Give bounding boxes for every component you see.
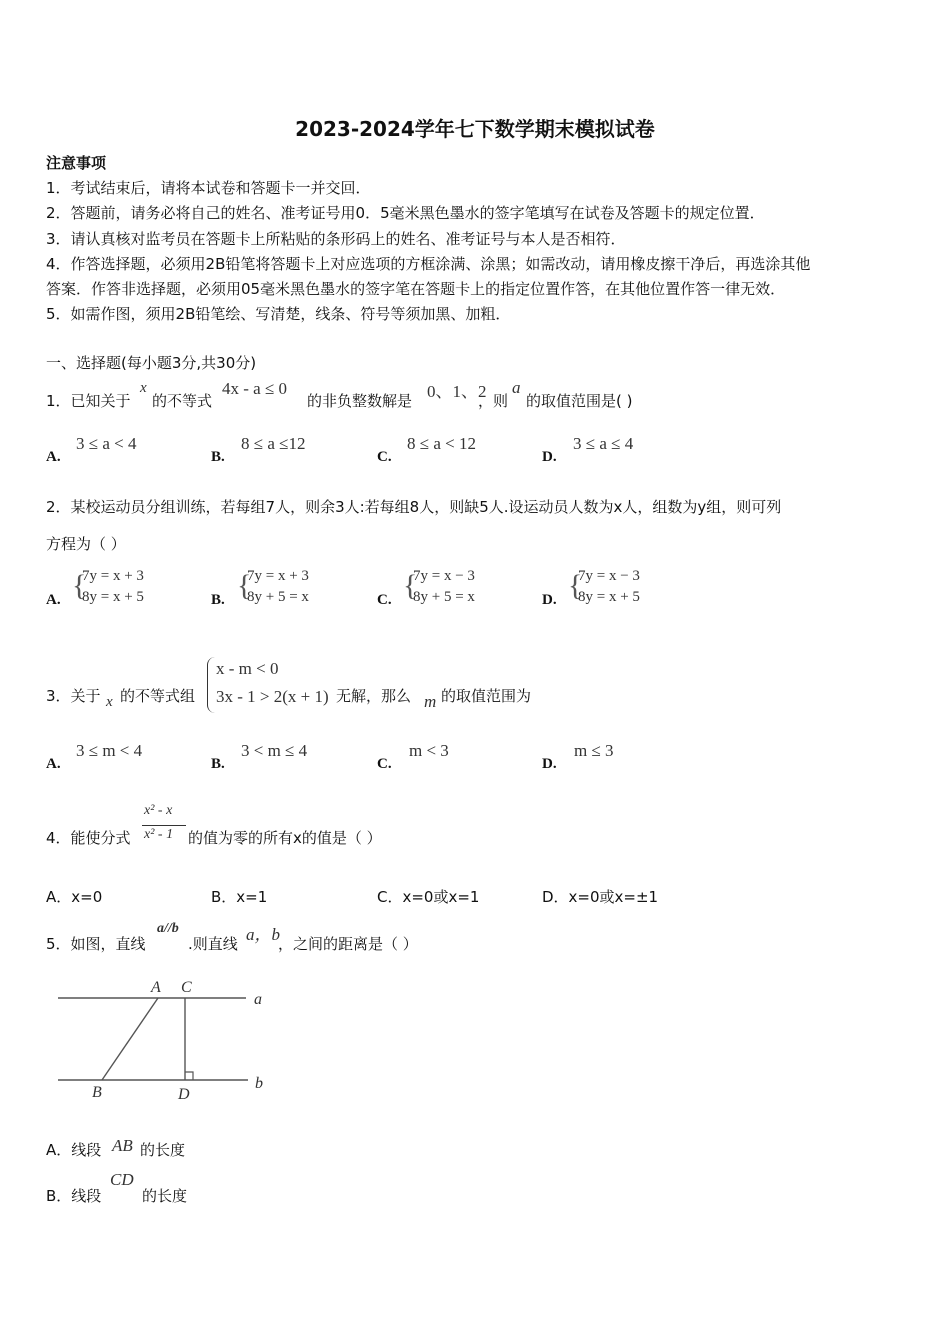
q2-option-d-eq2: 8y = x + 5 [578,589,640,605]
q5-lines-ab: a，b [246,925,280,944]
notice-heading: 注意事项 [46,154,107,172]
q2-option-d-eq1: 7y = x − 3 [578,568,640,584]
section-heading: 一、选择题(每小题3分,共30分) [46,354,257,372]
q3-system-eq2: 3x - 1 > 2(x + 1) [216,687,329,706]
q2-option-d-label: D. [542,592,557,608]
q1-solutions: 0、1、2 [427,382,487,401]
q4-option-c: C．x=0或x=1 [377,888,480,906]
right-angle-mark [185,1072,193,1080]
q4-option-d: D．x=0或x=±1 [542,888,659,906]
q2-option-c-eq2: 8y + 5 = x [413,589,475,605]
q5-option-a-prefix: A．线段 [46,1141,102,1159]
q5-option-a-suffix: 的长度 [140,1141,186,1159]
q3-option-a: 3 ≤ m < 4 [76,741,143,760]
q2-option-b-eq2: 8y + 5 = x [247,589,309,605]
q2-option-c-eq1: 7y = x − 3 [413,568,475,584]
q2-option-c-label: C. [377,592,392,608]
line-b-label: b [255,1075,263,1092]
q3-stem-3: 无解，那么 [336,687,412,705]
notice-item-5: 5．如需作图，须用2B铅笔绘、写清楚，线条、符号等须加黑、加粗． [46,305,511,323]
q2-option-a-eq1: 7y = x + 3 [82,568,144,584]
q5-option-b-suffix: 的长度 [142,1187,188,1205]
q2-option-b-brace: { [237,569,252,602]
q4-option-b: B．x=1 [211,888,268,906]
q4-option-a: A．x=0 [46,888,103,906]
q3-option-b-label: B. [211,756,225,772]
q5-option-b-prefix: B．线段 [46,1187,102,1205]
q3-stem-4: 的取值范围为 [441,687,532,705]
q2-stem-line-2: 方程为（ ） [46,535,126,553]
q4-fraction-numerator: x² - x [144,803,173,818]
q2-option-c-brace: { [403,569,418,602]
q1-stem-3: 的非负整数解是 [307,392,413,410]
point-a-label: A [151,979,161,996]
q1-option-d: 3 ≤ a ≤ 4 [573,434,634,453]
q2-option-d-brace: { [568,569,583,602]
q1-option-a-label: A. [46,449,61,465]
q2-option-b-eq1: 7y = x + 3 [247,568,309,584]
q5-stem-2: .则直线 [188,935,238,953]
q4-stem-1: 4．能使分式 [46,829,131,847]
q3-system-brace [207,657,216,713]
q3-stem-2: 的不等式组 [120,687,196,705]
q1-stem-4: ，则 [478,392,509,410]
q3-option-c-label: C. [377,756,392,772]
point-d-label: D [178,1086,190,1103]
q1-option-d-label: D. [542,449,557,465]
notice-item-3: 3．请认真核对监考员在答题卡上所粘贴的条形码上的姓名、准考证号与本人是否相符． [46,230,626,248]
notice-item-1: 1．考试结束后，请将本试卷和答题卡一并交回． [46,179,371,197]
segment-ab [102,998,158,1080]
q1-inequality: 4x - a ≤ 0 [222,379,288,398]
q3-var-m: m [424,692,437,711]
q1-var-a: a [512,378,521,397]
q1-stem-1: 1．已知关于 [46,392,131,410]
q5-option-b-segment: CD [110,1170,134,1189]
q5-figure [50,972,280,1107]
q3-option-b: 3 < m ≤ 4 [241,741,308,760]
q2-option-b-label: B. [211,592,225,608]
q5-stem-1: 5．如图，直线 [46,935,146,953]
page-title: 2023-2024学年七下数学期末模拟试卷 [295,117,655,141]
q2-option-a-eq2: 8y = x + 5 [82,589,144,605]
point-c-label: C [181,979,192,996]
line-a-label: a [254,991,262,1008]
notice-item-4-cont: 答案．作答非选择题，必须用05毫米黑色墨水的签字笔在答题卡上的指定位置作答，在其他位置作答一律无效． [46,280,786,298]
q1-stem-5: 的取值范围是( ) [526,392,633,410]
q3-system-eq1: x - m < 0 [216,659,279,678]
q4-stem-2: 的值为零的所有x的值是（ ） [188,829,382,847]
q1-var-x: x [140,380,147,396]
q3-option-d-label: D. [542,756,557,772]
q1-option-b-label: B. [211,449,225,465]
q3-option-c: m < 3 [409,741,449,760]
q3-stem-1: 3．关于 [46,687,101,705]
q5-parallel: a//b [157,921,179,936]
q3-option-d: m ≤ 3 [574,741,614,760]
q2-stem-line-1: 2．某校运动员分组训练，若每组7人，则余3人:若每组8人，则缺5人.设运动员人数为x人，组数为y组，则可列 [46,498,782,516]
notice-item-2: 2．答题前，请务必将自己的姓名、准考证号用0．5毫米黑色墨水的签字笔填写在试卷及答题卡的规定位置． [46,204,765,222]
q5-option-a-segment: AB [112,1136,133,1155]
q1-option-c-label: C. [377,449,392,465]
q3-option-a-label: A. [46,756,61,772]
q5-stem-3: ，之间的距离是（ ） [278,935,418,953]
point-b-label: B [92,1084,102,1101]
q3-var-x: x [106,694,113,710]
notice-item-4: 4．作答选择题，必须用2B铅笔将答题卡上对应选项的方框涂满、涂黑；如需改动，请用橡皮擦干净后，再选涂其他 [46,255,811,273]
q1-stem-2: 的不等式 [152,392,213,410]
q1-option-b: 8 ≤ a ≤12 [241,434,306,453]
q4-fraction-bar [142,825,186,826]
q2-option-a-brace: { [72,569,87,602]
q1-option-a: 3 ≤ a < 4 [76,434,137,453]
q2-option-a-label: A. [46,592,61,608]
q4-fraction-denominator: x² - 1 [144,827,174,842]
q1-option-c: 8 ≤ a < 12 [407,434,476,453]
